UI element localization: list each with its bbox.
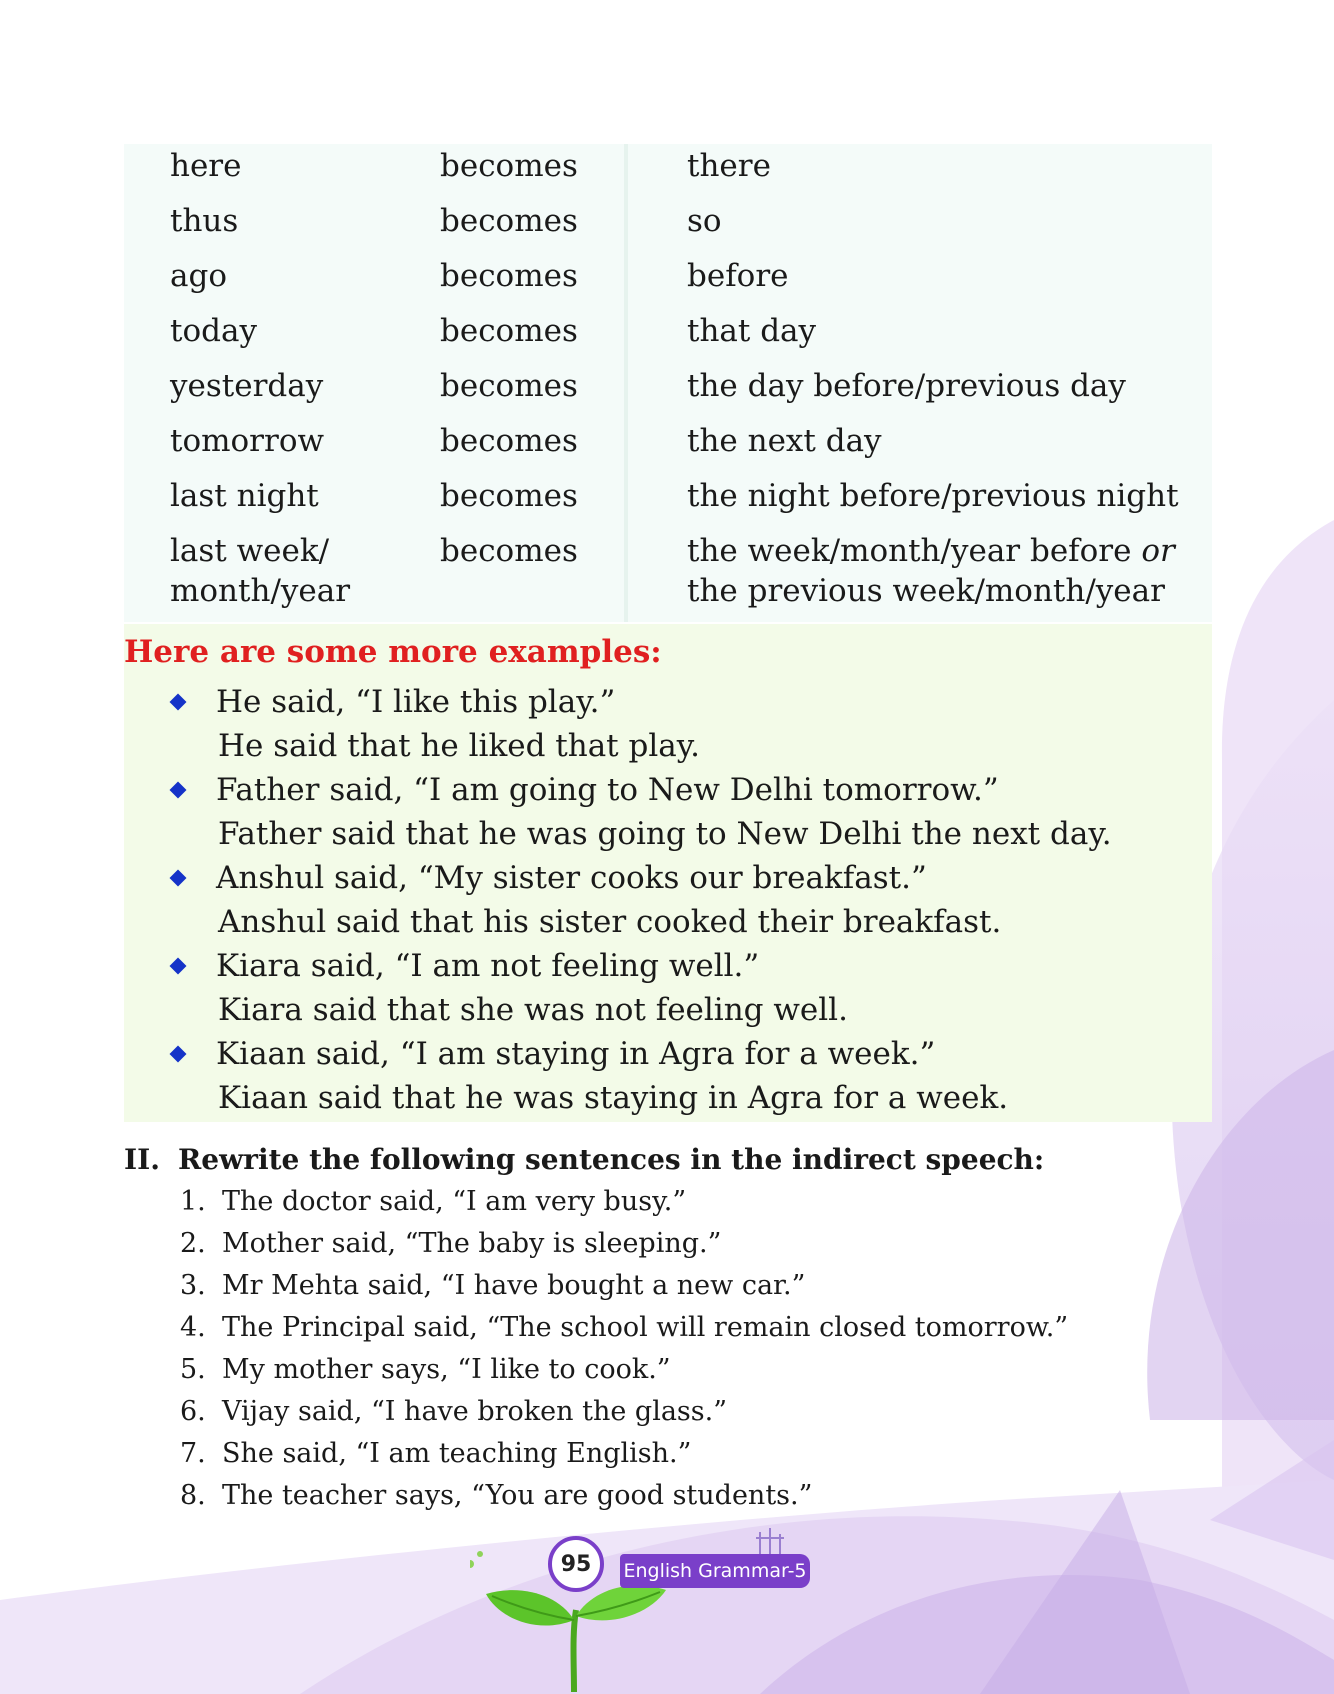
question-text: She said, “I am teaching English.” (222, 1438, 692, 1469)
indirect-word-part: the week/month/year before (687, 533, 1142, 569)
direct-word: today (170, 313, 257, 349)
diamond-bullet-icon (170, 1046, 187, 1063)
exercise-number: II. (124, 1143, 160, 1176)
question-number: 1. (180, 1186, 206, 1217)
question-number: 5. (180, 1354, 206, 1385)
direct-word: month/year (170, 573, 351, 609)
examples-box (124, 624, 1212, 1122)
direct-speech: Father said, “I am going to New Delhi tomorrow.” (216, 772, 999, 808)
direct-speech: Kiara said, “I am not feeling well.” (216, 948, 760, 984)
question-number: 7. (180, 1438, 206, 1469)
question-text: Mr Mehta said, “I have bought a new car.” (222, 1270, 806, 1301)
page-number: 95 (548, 1536, 604, 1592)
indirect-word: before (687, 258, 789, 294)
indirect-word (687, 531, 1175, 571)
question-text: The Principal said, “The school will remain closed tomorrow.” (222, 1312, 1069, 1343)
book-title-tag: English Grammar-5 (620, 1554, 810, 1588)
indirect-word: there (687, 148, 771, 184)
question-text: Mother said, “The baby is sleeping.” (222, 1228, 722, 1259)
question-text: My mother says, “I like to cook.” (222, 1354, 671, 1385)
indirect-speech: Kiaan said that he was staying in Agra for a week. (218, 1080, 1009, 1116)
diamond-bullet-icon (170, 782, 187, 799)
question-number: 4. (180, 1312, 206, 1343)
plant-leaf-icon (470, 1524, 850, 1694)
direct-word: ago (170, 258, 227, 294)
indirect-speech: He said that he liked that play. (218, 728, 700, 764)
indirect-speech: Kiara said that she was not feeling well. (218, 992, 848, 1028)
direct-word: last night (170, 478, 319, 514)
direct-speech: He said, “I like this play.” (216, 684, 616, 720)
question-text: The teacher says, “You are good students.” (222, 1480, 813, 1511)
indirect-speech: Anshul said that his sister cooked their breakfast. (218, 904, 1002, 940)
direct-word: last week/ (170, 533, 330, 569)
indirect-word: so (687, 203, 722, 239)
direct-speech: Kiaan said, “I am staying in Agra for a week.” (216, 1036, 936, 1072)
table-column-divider (624, 144, 628, 622)
verb-label: becomes (440, 478, 578, 514)
indirect-word: the night before/previous night (687, 478, 1179, 514)
verb-label: becomes (440, 423, 578, 459)
question-number: 3. (180, 1270, 206, 1301)
diamond-bullet-icon (170, 958, 187, 975)
diamond-bullet-icon (170, 870, 187, 887)
indirect-word: the next day (687, 423, 882, 459)
verb-label: becomes (440, 368, 578, 404)
indirect-speech: Father said that he was going to New Delhi the next day. (218, 816, 1112, 852)
direct-word: thus (170, 203, 239, 239)
direct-word: here (170, 148, 242, 184)
verb-label: becomes (440, 313, 578, 349)
question-number: 2. (180, 1228, 206, 1259)
exercise-instruction: Rewrite the following sentences in the indirect speech: (178, 1143, 1045, 1176)
indirect-word: the day before/previous day (687, 368, 1126, 404)
verb-label: becomes (440, 258, 578, 294)
verb-label: becomes (440, 203, 578, 239)
examples-heading: Here are some more examples: (124, 634, 662, 670)
or-italic: or (1141, 533, 1175, 569)
question-number: 6. (180, 1396, 206, 1427)
indirect-word: the previous week/month/year (687, 573, 1165, 609)
question-number: 8. (180, 1480, 206, 1511)
word-change-table (124, 144, 1212, 622)
direct-speech: Anshul said, “My sister cooks our breakfast.” (216, 860, 927, 896)
indirect-word: that day (687, 313, 817, 349)
verb-label: becomes (440, 533, 578, 569)
verb-label: becomes (440, 148, 578, 184)
question-text: The doctor said, “I am very busy.” (222, 1186, 687, 1217)
direct-word: tomorrow (170, 423, 325, 459)
diamond-bullet-icon (170, 694, 187, 711)
direct-word: yesterday (170, 368, 324, 404)
question-text: Vijay said, “I have broken the glass.” (222, 1396, 728, 1427)
page-footer (470, 1524, 850, 1694)
